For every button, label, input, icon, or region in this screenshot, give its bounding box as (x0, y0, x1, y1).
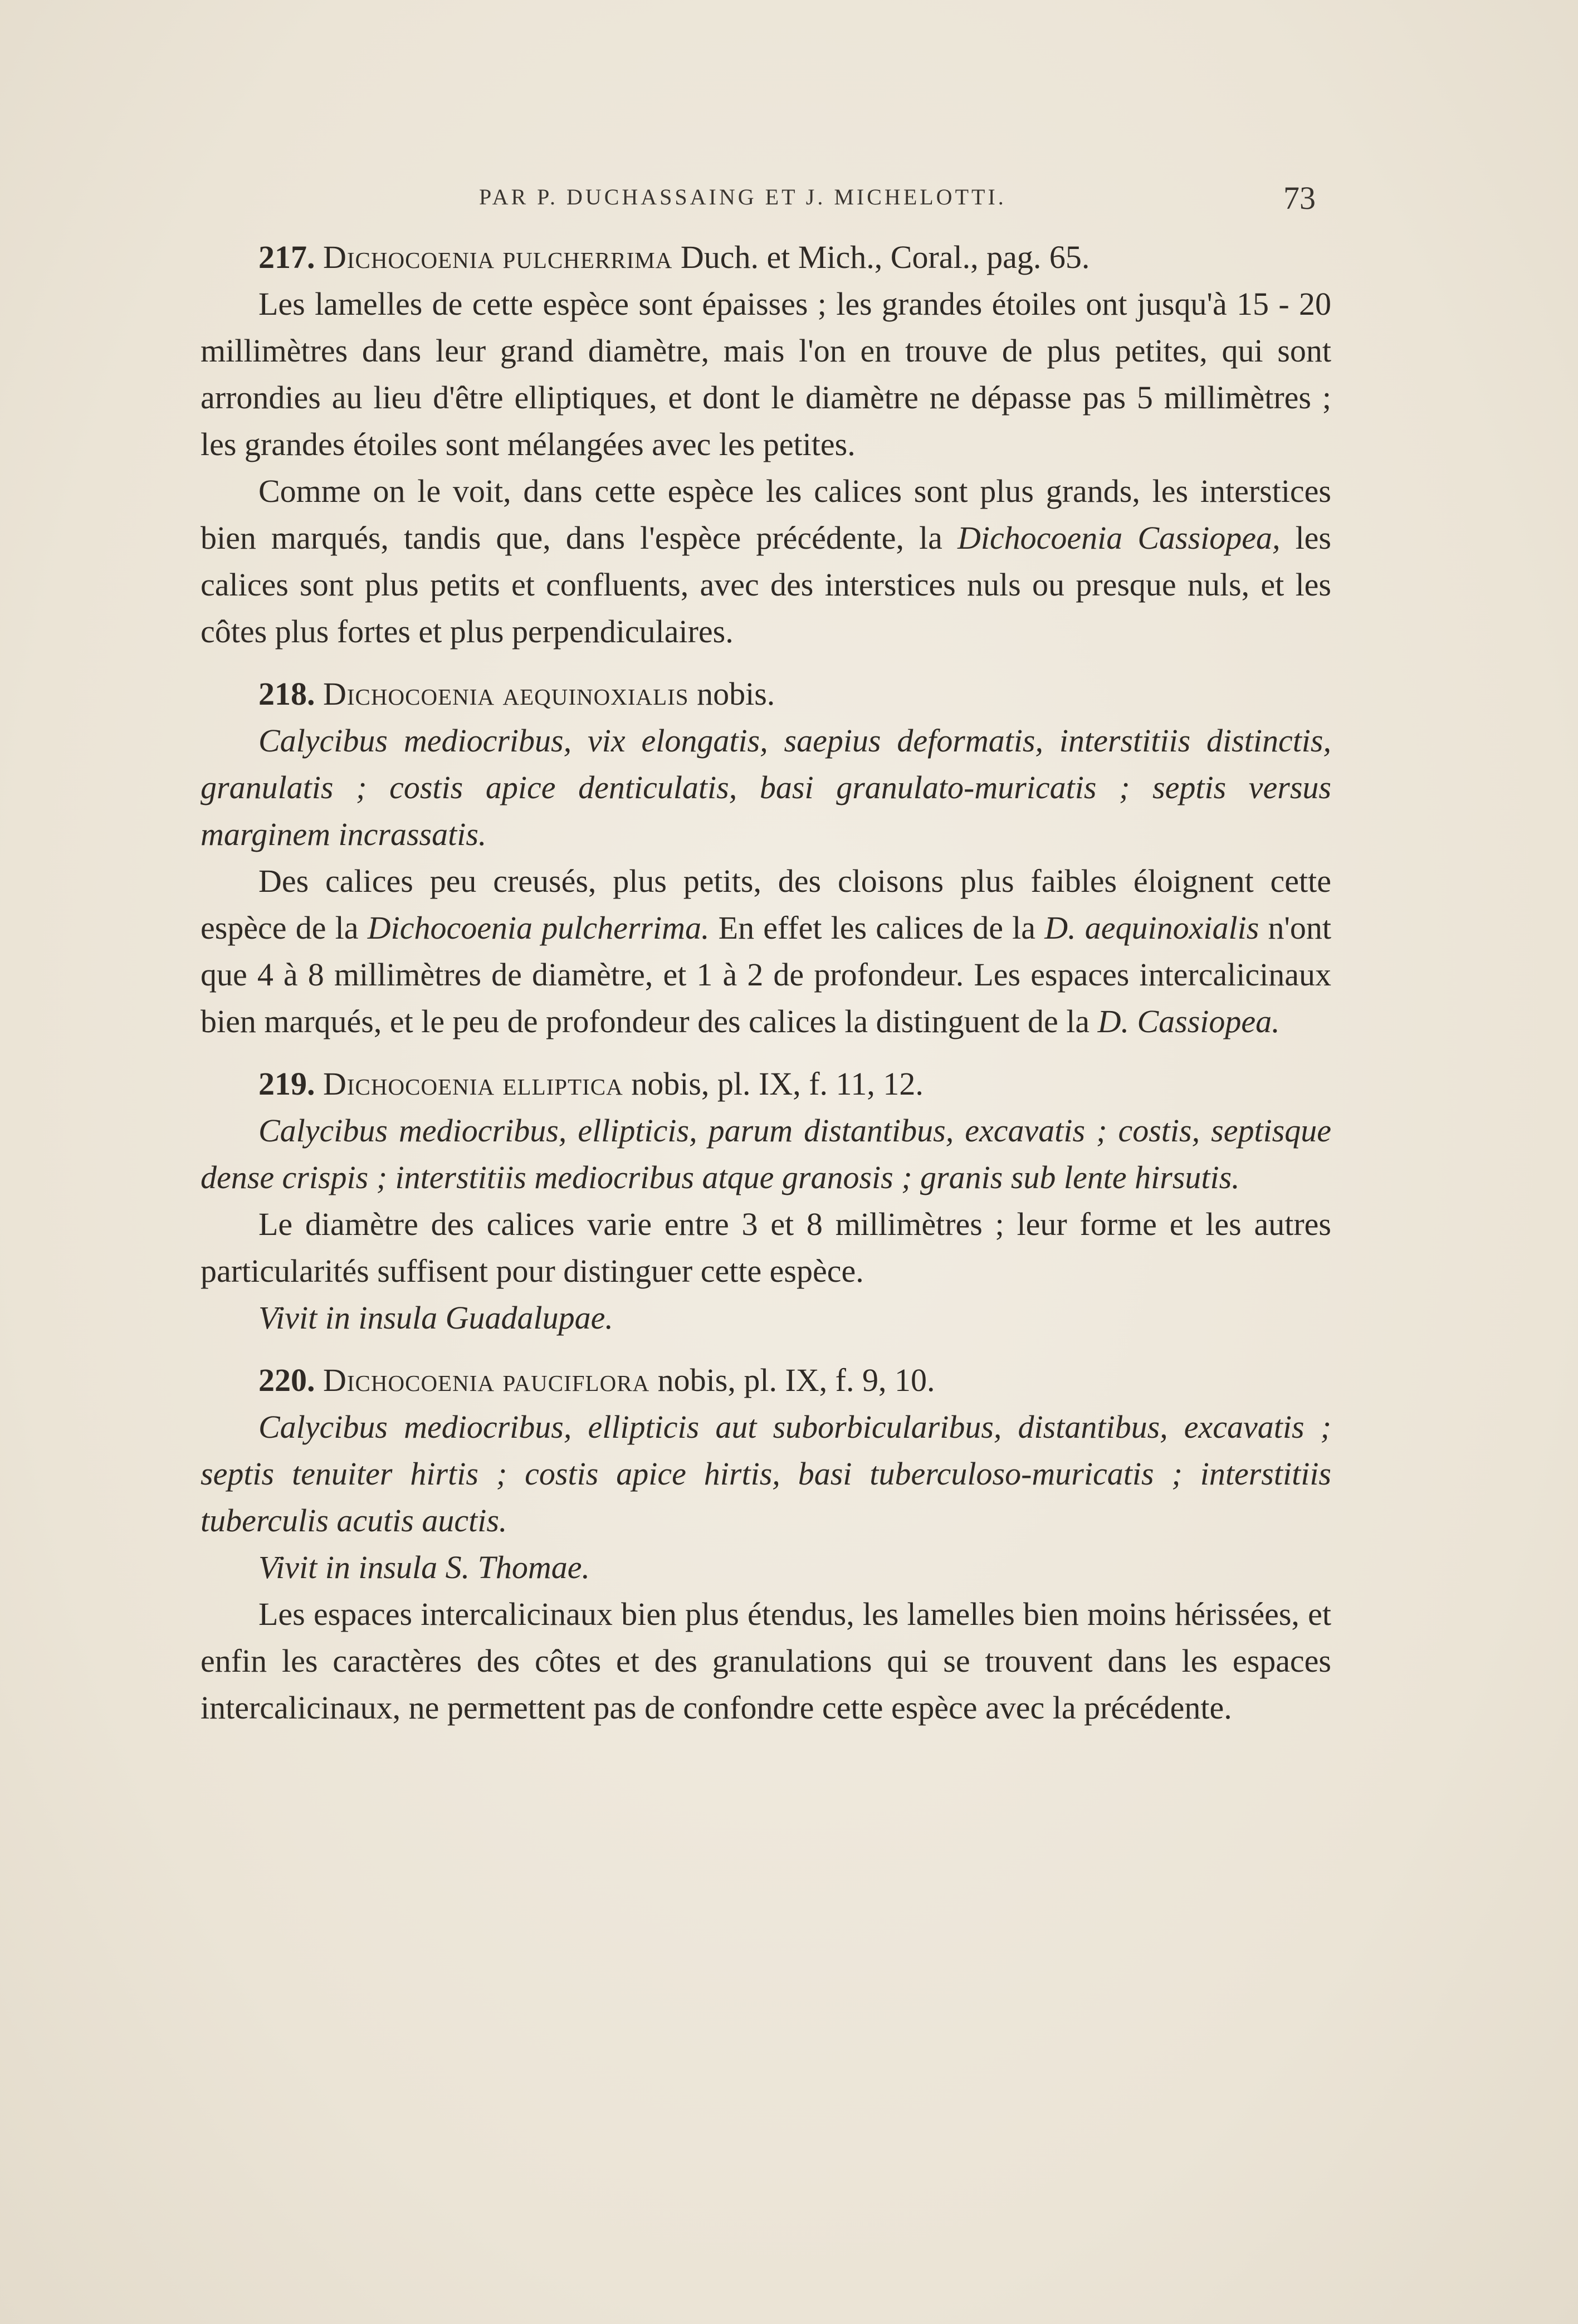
genus-name: Dichocoenia (323, 1066, 495, 1102)
entry-218-latin-diagnosis: Calycibus mediocribus, vix elongatis, saepius deformatis, interstitiis distinctis, granulatis ; costis apice denticulatis, basi granulato-muricatis ; septis versus marginem incrassatis. (201, 722, 1331, 852)
species-name: elliptica (502, 1066, 623, 1102)
text-run: Des calices peu creusés, plus petits, des cloisons plus faibles éloignent cette espèce de la (201, 863, 1331, 946)
entry-219-heading (201, 1061, 1331, 1107)
text-run: En effet les calices de la (718, 910, 1035, 946)
entry-217-comparison (201, 468, 1331, 655)
citation: Duch. et Mich., Coral., pag. 65. (680, 239, 1090, 275)
text-run: n'ont que 4 à 8 millimètres de diamètre, et 1 à 2 de profondeur. Les espaces intercalicinaux bien marqués, et le peu de profondeur des calices la distinguent de la (201, 910, 1332, 1039)
entry-number: 219. (258, 1066, 315, 1102)
genus-name: Dichocoenia (323, 676, 495, 712)
taxon-name: Dichocoenia Cassiopea, (957, 520, 1281, 556)
entry-220-description: Les espaces intercalicinaux bien plus étendus, les lamelles bien moins hérissées, et enfin les caractères des côtes et des granulations qui se trouvent dans les espaces intercalicinaux, ne permettent pas de confondre cette espèce avec la précédente. (201, 1596, 1331, 1726)
genus-name: Dichocoenia (323, 239, 495, 275)
entry-number: 218. (258, 676, 315, 712)
entry-number: 220. (258, 1362, 315, 1398)
citation: nobis, pl. IX, f. 11, 12. (631, 1066, 924, 1102)
entry-218-description (201, 858, 1331, 1045)
text-run: les calices sont plus petits et confluents, avec des interstices nuls ou presque nuls, et les côtes plus fortes et plus perpendiculaires. (201, 520, 1331, 650)
taxon-name: D. aequinoxialis (1044, 910, 1259, 946)
entry-217-heading (201, 234, 1331, 281)
running-header: PAR P. DUCHASSAING ET J. MICHELOTTI. (479, 184, 1007, 209)
entry-220-latin-diagnosis: Calycibus mediocribus, ellipticis aut suborbicularibus, distantibus, excavatis ; septis tenuiter hirtis ; costis apice hirtis, basi tuberculoso-muricatis ; interstitiis tuberculis acutis auctis. (201, 1409, 1331, 1539)
entry-220-habitat: Vivit in insula S. Thomae. (258, 1549, 590, 1585)
species-name: pauciflora (502, 1362, 650, 1398)
page-body (201, 234, 1331, 1731)
entry-219-habitat: Vivit in insula Guadalupae. (258, 1300, 613, 1336)
entry-217-description: Les lamelles de cette espèce sont épaisses ; les grandes étoiles ont jusqu'à 15 - 20 millimètres dans leur grand diamètre, mais l'on en trouve de plus petites, qui sont arrondies au lieu d'être elliptiques, et dont le diamètre ne dépasse pas 5 millimètres ; les grandes étoiles sont mélangées avec les petites. (201, 286, 1331, 462)
taxon-name: D. Cassiopea. (1097, 1003, 1280, 1039)
species-name: pulcherrima (502, 239, 673, 275)
entry-219-latin-diagnosis: Calycibus mediocribus, ellipticis, parum distantibus, excavatis ; costis, septisque dense crispis ; interstitiis mediocribus atque granosis ; granis sub lente hirsutis. (201, 1112, 1331, 1195)
citation: nobis, pl. IX, f. 9, 10. (657, 1362, 935, 1398)
entry-220-heading (201, 1357, 1331, 1404)
page-number: 73 (1283, 180, 1316, 216)
entry-number: 217. (258, 239, 315, 275)
citation: nobis. (697, 676, 775, 712)
text-run: Comme on le voit, dans cette espèce les calices sont plus grands, les interstices bien marqués, tandis que, dans l'espèce précédente, la (201, 473, 1331, 556)
genus-name: Dichocoenia (323, 1362, 495, 1398)
taxon-name: Dichocoenia pulcherrima. (367, 910, 710, 946)
entry-218-heading (201, 671, 1331, 717)
entry-219-description: Le diamètre des calices varie entre 3 et 8 millimètres ; leur forme et les autres particularités suffisent pour distinguer cette espèce. (201, 1206, 1331, 1289)
species-name: aequinoxialis (502, 676, 689, 712)
